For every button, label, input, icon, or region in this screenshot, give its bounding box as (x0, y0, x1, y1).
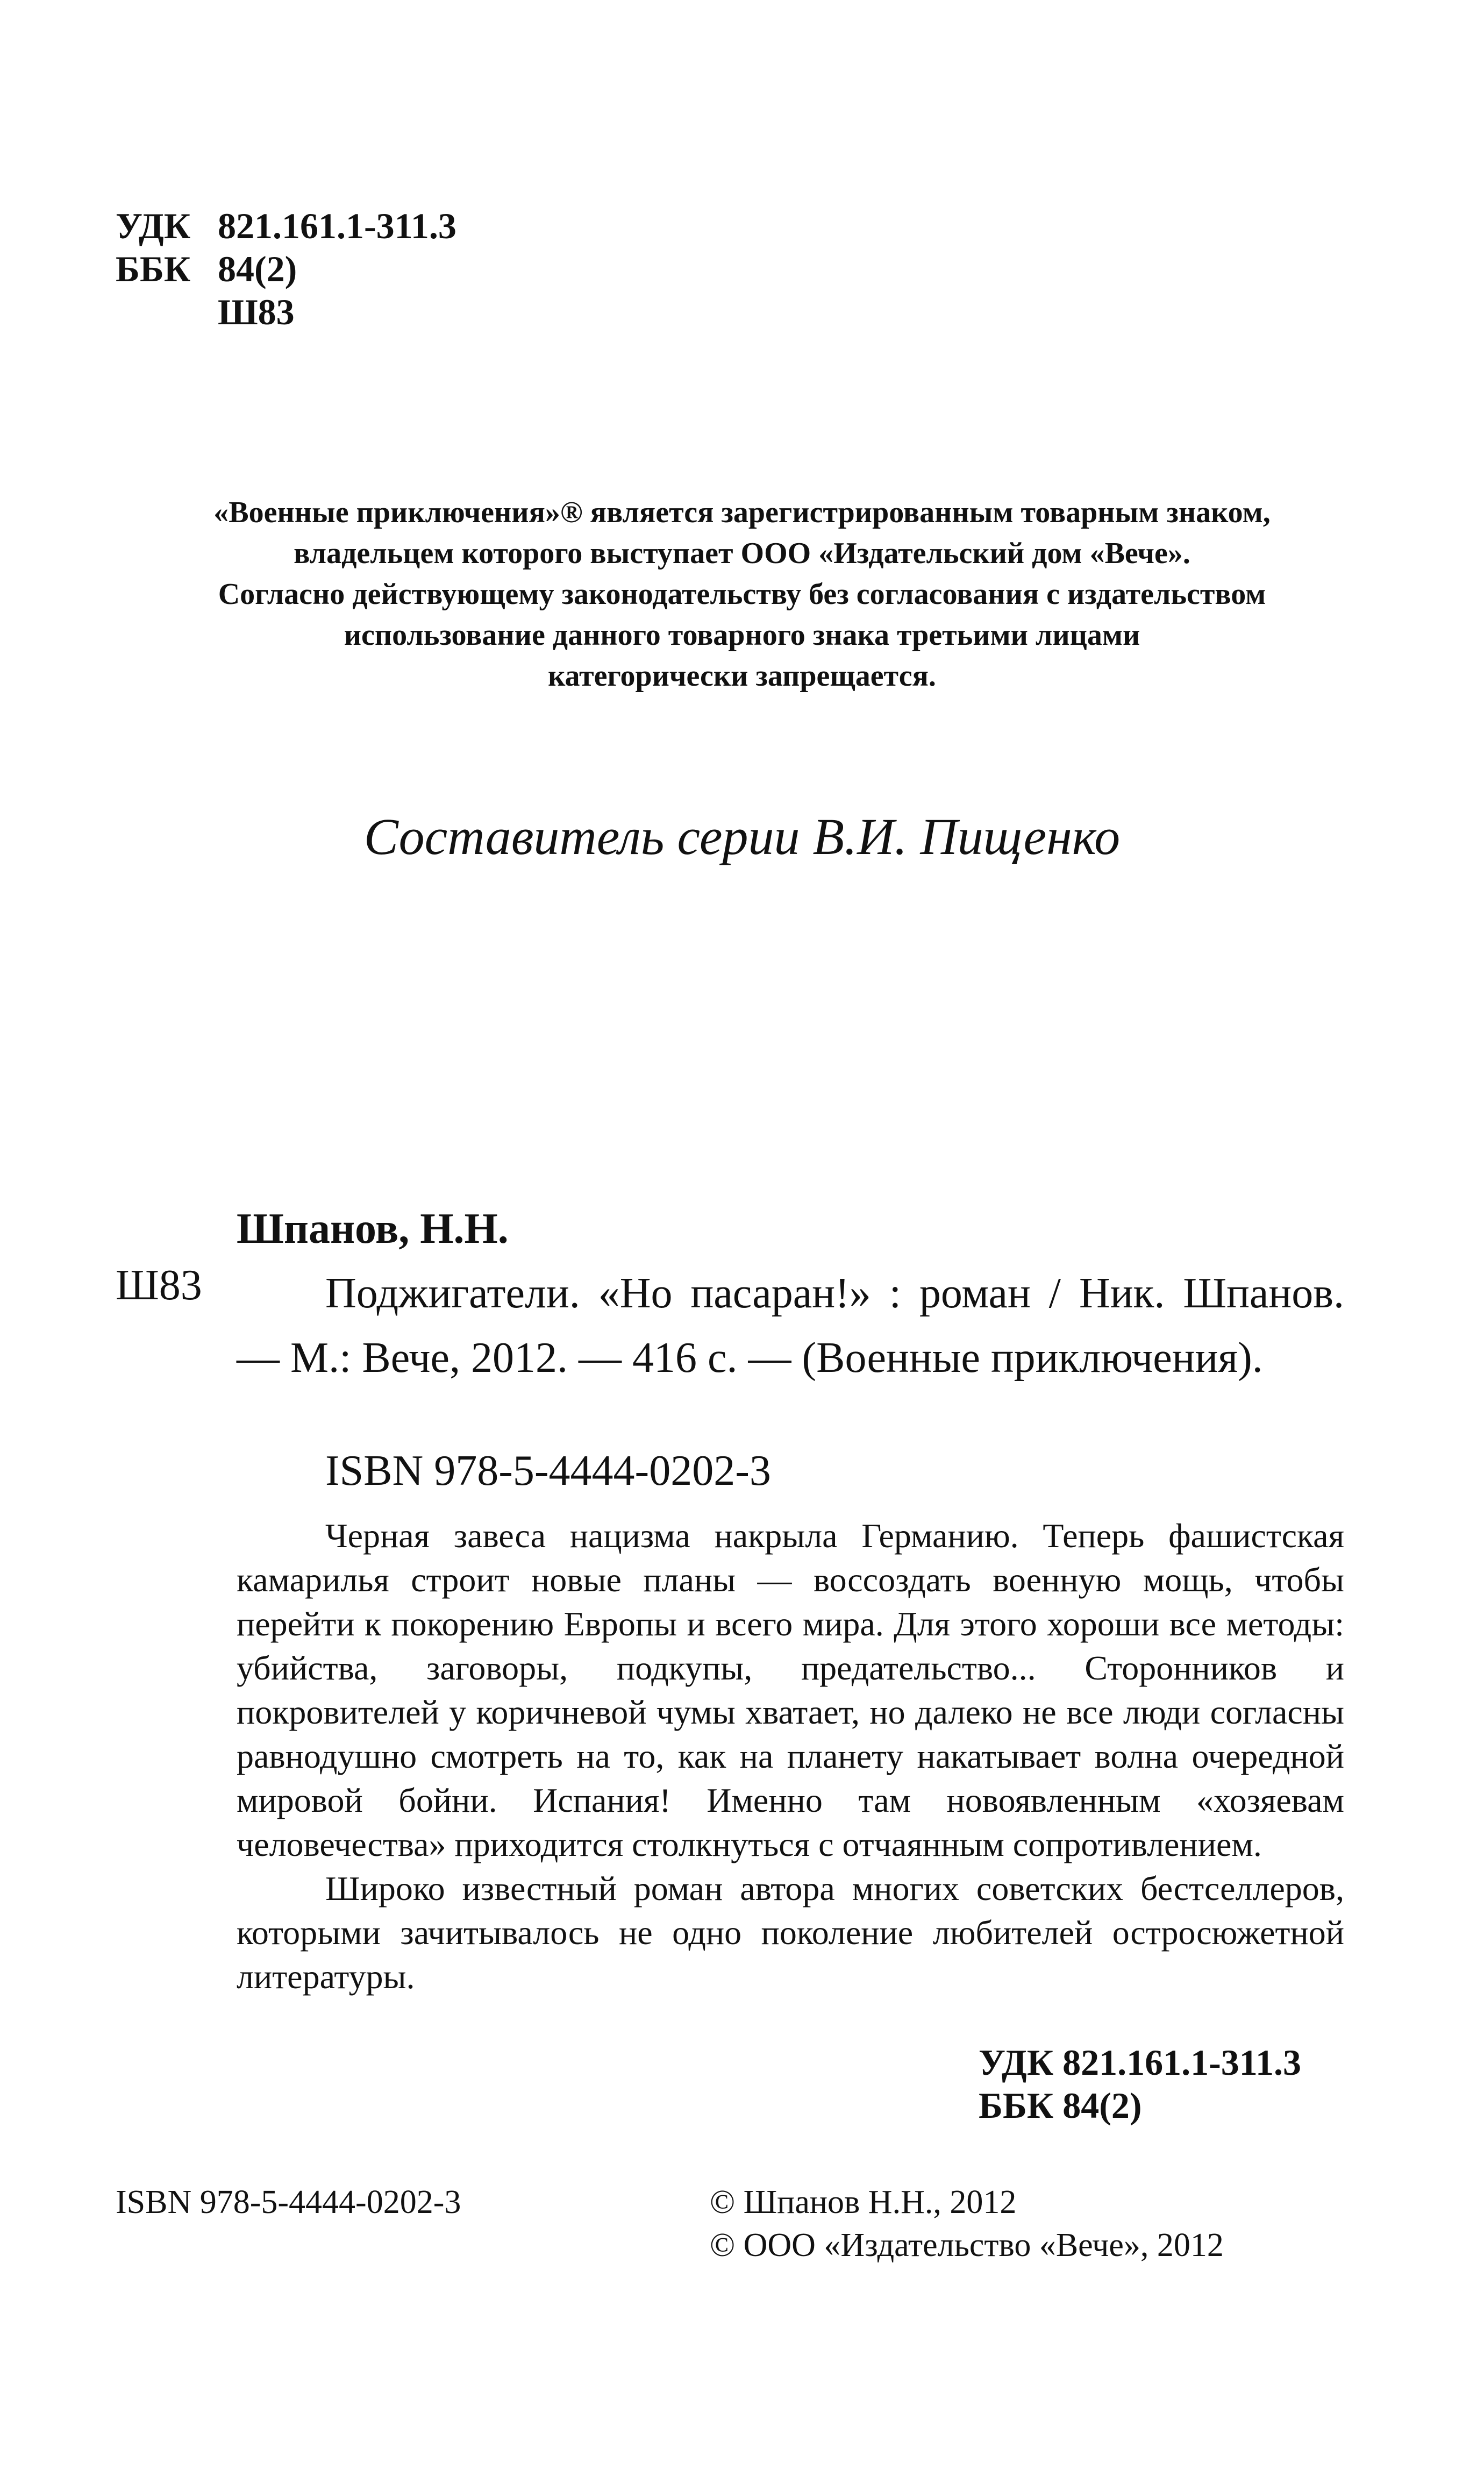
catalog-author-mark: Ш83 (116, 1262, 202, 1309)
bibliographic-description (237, 1261, 1344, 1390)
trademark-notice (108, 492, 1376, 696)
annotation (237, 1514, 1344, 1999)
author-mark-line (116, 290, 456, 333)
copyright-publisher: © ООО «Издательство «Вече», 2012 (710, 2227, 1224, 2264)
annotation-paragraph: Широко известный роман автора многих советских бестселлеров, которыми зачитывалось не одно поколение любителей остросюжетной литературы. (237, 1869, 1344, 1996)
series-compiler: Составитель серии В.И. Пищенко (363, 808, 1121, 865)
copyright-author: © Шпанов Н.Н., 2012 (710, 2184, 1017, 2220)
notice-line: владельцем которого выступает ООО «Издательский дом «Вече». (294, 537, 1190, 570)
catalog-udk: УДК 821.161.1-311.3 (979, 2042, 1302, 2083)
bbk-value: 84(2) (218, 248, 297, 289)
copyright-block (710, 2181, 1224, 2267)
notice-line: «Военные приключения»® является зарегистрированным товарным знаком, (213, 496, 1271, 529)
catalog-isbn: ISBN 978-5-4444-0202-3 (325, 1447, 771, 1494)
notice-line: категорически запрещается. (548, 659, 936, 693)
udk-value: 821.161.1-311.3 (218, 205, 456, 246)
udk-line (116, 204, 456, 247)
bbk-line (116, 247, 456, 290)
notice-line: использование данного товарного знака третьими лицами (344, 618, 1140, 652)
notice-line: Согласно действующему законодательству без согласования с издательством (218, 578, 1266, 611)
bbk-label: ББК (116, 248, 191, 289)
author-heading: Шпанов, Н.Н. (237, 1205, 509, 1252)
footer-isbn: ISBN 978-5-4444-0202-3 (116, 2184, 461, 2220)
author-mark: Ш83 (218, 291, 295, 332)
annotation-paragraph: Черная завеса нацизма накрыла Германию. Теперь фашистская камарилья строит новые планы — воссоздать военную мощь, чтобы перейти к покорению Европы и всего мира. Для этого хороши все методы: убийства, заговоры, подкупы, предательство... Сторонников и покровителей у коричневой чумы хватает, но далеко не все люди согласны равнодушно смотреть на то, как на планету накатывает волна очередной мировой бойни. Испания! Именно там новоявленным «хозяевам человечества» приходится столкнуться с отчаянным сопротивлением. (237, 1517, 1344, 1863)
udk-label: УДК (116, 205, 191, 246)
description-text: Поджигатели. «Но пасаран!» : роман / Ник. Шпанов. — М.: Вече, 2012. — 416 с. — (Военные приключения). (237, 1270, 1344, 1382)
catalog-bbk: ББК 84(2) (979, 2085, 1142, 2126)
classification-block (116, 204, 456, 333)
catalog-classification (979, 2041, 1301, 2127)
